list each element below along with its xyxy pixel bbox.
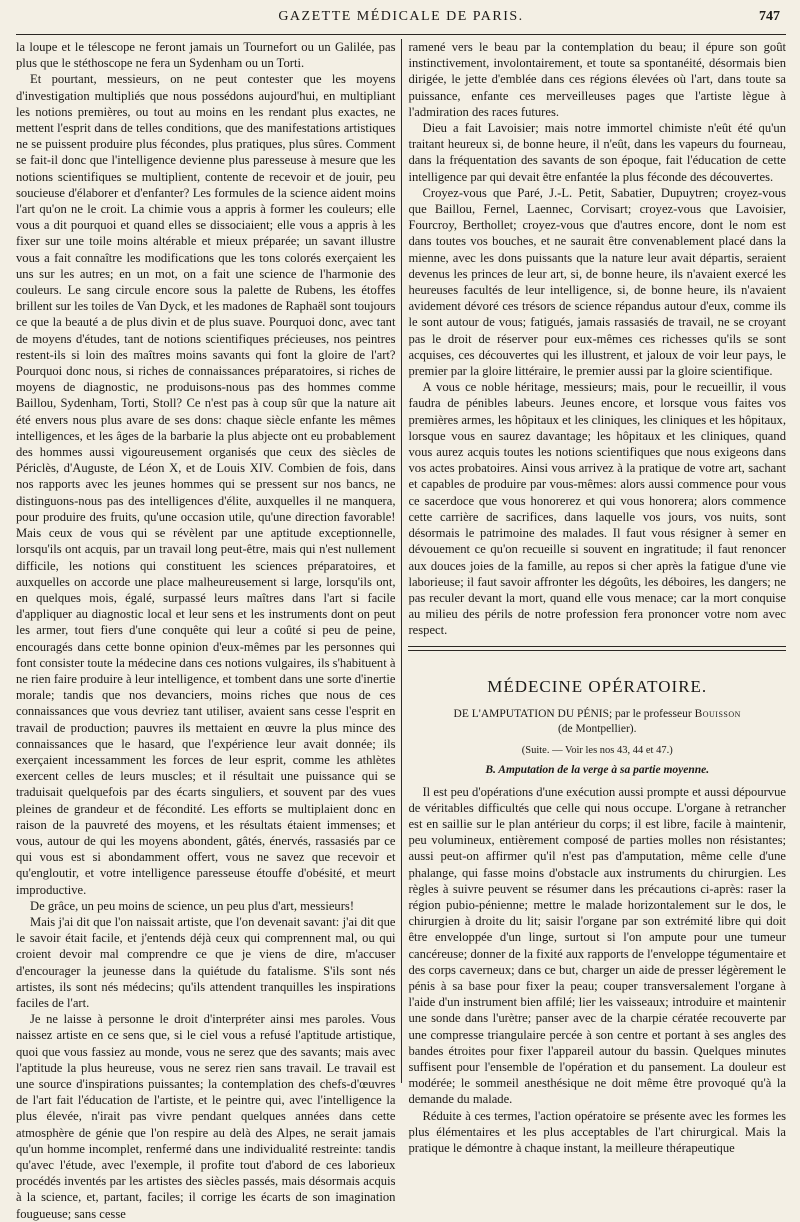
paragraph: A vous ce noble héritage, messieurs; mais, pour le recueillir, il vous faudra de pénibles labeurs. Jeunes encore, et lorsque vous faites vos premières armes, les hôpitaux et les cliniques, les cliniques et les hôpitaux, lorsque vous en saurez davantage; les hôpitaux et les cliniques, quand vous aurez acquis toutes les notions scientifiques que nous exigeons dans vos actes probatoires. Ainsi vous arrivez à la pratique de votre art, sachant et capables de produire par vous-mêmes: alors aussi commence pour vous ce sacerdoce que vous honorerez et qui vous honorera; alors commence cette carrière de sacrifices, dans laquelle vos jours, vos nuits, sont désormais le patrimoine des malades. Il faut vous résigner à semer en dévouement ce qu'on recueille si souvent en ingratitude; il faut renoncer aux douces joies de la famille, au repos si cher après la fatigue d'une vie laborieuse; il faut savoir affronter les dégoûts, les déboires, les dangers; ne pas reculer devant la mort, quand elle vous menace; car la mort conquise au milieu des périls de notre profession fera prononcer votre nom avec respect. <box>408 380 786 638</box>
section-separator <box>408 646 786 651</box>
paragraph: Réduite à ces termes, l'action opératoire se présente avec les formes les plus élémentaires et les plus acceptables de l'art chirurgical. Mais la pratique le démontre à chaque instant, la meilleure thérapeutique <box>408 1108 786 1155</box>
paragraph: Croyez-vous que Paré, J.-L. Petit, Sabatier, Dupuytren; croyez-vous que Baillou, Fernel, Laennec, Corvisart; croyez-vous que Lavoisier, Fourcroy, Berthollet; croyez-vous que d'autres encore, dont le nom est dans toutes vos bouches, et ne saurait être convenablement placé dans la mienne, avec les dons puissants que la nature leur avait départis, seraient devenus les princes de leur art, si, de bonne heure, ils n'avaient exercé les heureuses facultés de leur intelligence, si, de bonne heure, ils n'avaient avidement dévoré ces trésors de science répandus autour d'eux, comme ils le sont autour de vous; fatigués, jamais rassasiés de travail, ne se croyant pas le droit de réserver pour eux-mêmes ces richesses qu'ils se sont acquises, ces découvertes qui les illustrent, et jaloux de voir leur pays, le premier par la gloire littéraire, le premier aussi par la gloire scientifique. <box>408 185 786 379</box>
article-author: Bouisson <box>694 707 741 720</box>
section-title: MÉDECINE OPÉRATOIRE. <box>487 676 708 696</box>
right-column <box>408 39 786 1155</box>
paragraph: Dieu a fait Lavoisier; mais notre immortel chimiste n'eût été qu'un traitant heureux si, de bonne heure, il n'eût, dans les vapeurs du fourneau, dans la fréquentation des savants de son époque, fait l'éducation de cette intelligence par qui devait être enfantée la plus féconde des découvertes. <box>408 121 786 184</box>
paragraph: ramené vers le beau par la contemplation du beau; il épure son goût instinctivement, involontairement, et toute sa spontanéité, désormais bien dirigée, le jette d'emblée dans ces régions élevées où l'art, dans toute sa puissance, enfante ces merveilleuses pages que l'artiste lègue à l'admiration des races futures. <box>408 40 786 119</box>
paragraph: Il est peu d'opérations d'une exécution aussi prompte et aussi dépourvue de véritables difficultés que celle qui nous occupe. L'organe à retrancher est en saillie sur le plan antérieur du corps; il est libre, facile à maintenir, peu volumineux, entièrement composé de parties molles non résistantes; aussi peut-on affirmer qu'il n'est pas d'amputation, même celle d'une phalange, qui fasse moins d'obstacle aux instruments du chirurgien. Les règles à suivre peuvent se résumer dans les précautions ci-après: raser la région pubio-pénienne; mettre le malade horizontalement sur le dos, le chirurgien à droite du lit; saisir l'organe par son extrémité libre qui doit être enveloppée d'un linge, surtout si l'on ampute pour une tumeur cancéreuse; donner de la fixité aux rapports de l'enveloppe tégumentaire et des corps caverneux; dans ce but, charger un aide de presser légèrement le pénis à sa base pour fixer la peau; couper transversalement l'organe à l'aide d'un instrument bien affilé; lier les vaisseaux; introduire et maintenir une sonde dans l'urètre; panser avec de la charpie cératée recouverte par une compresse triangulaire percée à son centre et portant à ses angles des bandes étroites pour fixer l'appareil autour du bassin. Quelques minutes suffisent pour l'ensemble de l'opération et du pansement. La douleur est modérée; le sommeil anesthésique ne doit même être provoqué qu'à la demande du malade. <box>408 784 786 1107</box>
subheading: B. Amputation de la verge à sa partie moyenne. <box>485 763 710 776</box>
article-affiliation: (de Montpellier). <box>557 722 637 735</box>
page-number: 747 <box>759 9 780 24</box>
columns <box>16 39 786 1221</box>
paragraph: De grâce, un peu moins de science, un peu plus d'art, messieurs! <box>30 898 355 913</box>
column-rule <box>401 39 402 1083</box>
paragraph: Et pourtant, messieurs, on ne peut contester que les moyens d'investigation multipliés que nous possédons aujourd'hui, en multipliant les notions premières, ou tout au moins en les rendant plus exactes, ne mettent l'esprit dans de telles conditions, que des manifestations artistiques ne se puissent produire plus fécondes, plus pratiques, plus sûres. Comment se fait-il donc que l'intelligence devienne plus paresseuse à mesure que les notions scientifiques se multiplient, contente de recevoir et de jouir, peu soucieuse d'élaborer et d'enfanter? Les formules de la science aident moins l'art qu'on ne le croit. La chimie vous a appris à former les couleurs; elle vous a dit pourquoi et quand elles se dissociaient; elle vous a appris à les fixer sur une toile moins altérable et mieux préparée; un savant illustre vous a fait connaître les modifications que les tons colorés exerçaient les uns sur les autres; en un mot, on a fait une science de l'harmonie des couleurs. Le sang circule encore sous la palette de Rubens, les étoffes brillent sur les toiles de Van Dyck, et les madones de Raphaël sont toujours ce que la beauté a de plus divin et de plus suave. Pourquoi donc, avec tant de moyens d'études, tant de notions scientifiques précieuses, nos peintres restent-ils si loin des maîtres moins savants qui font la gloire de l'art? Pourquoi donc nous, si riches de connaissances préparatoires, si riches de moyens de diagnostic, ne produisons-nous pas des hommes comme Baillou, Sydenham, Torti, Stoll? Ce n'est pas à coup sûr que la nature ait été envers nous plus avare de ses dons: chaque siècle enfante les mêmes intelligences, et les âges de la barbarie la plus abjecte ont eu probablement des hommes aussi vigoureusement organisés que ceux des siècles de Périclès, d'Auguste, de Léon X, et de Louis XIV. Combien de fois, dans nos rapports avec les jeunes hommes qui se pressent sur nos bancs, ne distinguons-nous pas des intelligences d'élite, auxquelles il ne manquera, pour produire des fruits, qu'une occasion utile, qu'une direction favorable! Mais ceux de vous qui se révèlent par une aptitude exceptionnelle, lorsqu'ils ont acquis, par un travail long peut-être, mais qui n'est nullement difficile, les notions qui constituent les sciences préparatoires, et auxquelles on accorde une place malheureusement si large, lorsqu'ils ont, en quelques mois, égalé, surpassé leurs maîtres dans l'art si facile d'appliquer au diagnostic local et leur sens et les instruments dont on peut les armer, tout fiers d'une conquête qui leur a coûté si peu de peine, encouragés dans cette bonne opinion d'eux-mêmes par les personnes qui font consister toute la médecine dans ces notions vulgaires, ils s'habituent à ne rien faire produire à leur intelligence, et tombent dans une sorte d'inertie morale; tandis que nos devanciers, moins riches que nous de ces connaissances que vous devriez tant utiliser, avaient sans cesse l'esprit en travail de production; pauvres ils mettaient en œuvre la plus mince des connaissances que le hasard, que l'expérience leur avait donnée; ils exerçaient incessamment les forces de leur esprit, comme les athlètes exercent celles de leurs muscles; et il résultait une puissance qui se traduisait quelquefois par des écarts singuliers, et souvent par des vues pleines de grandeur et de fécondité. Les efforts se multiplaient donc en raison de la pauvreté des moyens, et les résultats étaient immenses; et vous, autour de qui les moyens abondent, gâtés, énervés, rassasiés par ce qui vous est si abondamment offert, vous ne savez que recevoir et qu'engloutir, et votre intelligence paresseuse étouffe d'obésité, et meurt improductive. <box>16 72 396 897</box>
paragraph: Mais j'ai dit que l'on naissait artiste, que l'on devenait savant: j'ai dit que le savoir était facile, et j'entends déjà ceux qui comprennent mal, ou qui croient devoir mal comprendre ce que je viens de dire, m'accuser d'encourager la jeunesse dans la quiétude du fatalisme. S'ils sont nés artistes, ils sont nés médecins; qu'ils attendent tranquilles les inspirations faciles de l'art. <box>16 914 396 1010</box>
article-title <box>408 707 786 737</box>
continuation-note: (Suite. — Voir les nos 43, 44 et 47.) <box>521 744 673 756</box>
page-header <box>16 0 786 35</box>
article-title-text: DE L'AMPUTATION DU PÉNIS; par le professeur <box>453 707 692 720</box>
left-column <box>16 39 396 1221</box>
paragraph: la loupe et le télescope ne feront jamais un Tournefort ou un Galilée, pas plus que le stéthoscope ne fera un Sydenham ou un Torti. <box>16 40 396 71</box>
paragraph: Je ne laisse à personne le droit d'interpréter ainsi mes paroles. Vous naissez artiste en ce sens que, si le ciel vous a refusé l'aptitude artistique, quoi que vous fassiez au monde, vous ne serez que des savants; mais avec l'aptitude la plus heureuse, vous ne serez rien sans travail. Le travail est une source d'inspirations puissantes; la contemplation des chefs-d'œuvres de l'art fait l'éducation de l'artiste, et le peintre qui, avec l'intelligence la plus élevée, n'irait pas vivre pendant quelques années dans cette atmosphère de génie que l'on respire au delà des Alpes, ne serait jamais qu'un homme incomplet, renfermé dans une individualité restreinte: tandis qu'avec l'étude, avec l'exemple, il profite tout d'abord de ces laborieux procédés inventés par les artistes des siècles passés, mais désormais acquis à la science, et, partant, faciles; il corrige les écarts de son imagination fougueuse; sans cesse <box>16 1012 396 1221</box>
journal-title: GAZETTE MÉDICALE DE PARIS. <box>278 9 524 24</box>
